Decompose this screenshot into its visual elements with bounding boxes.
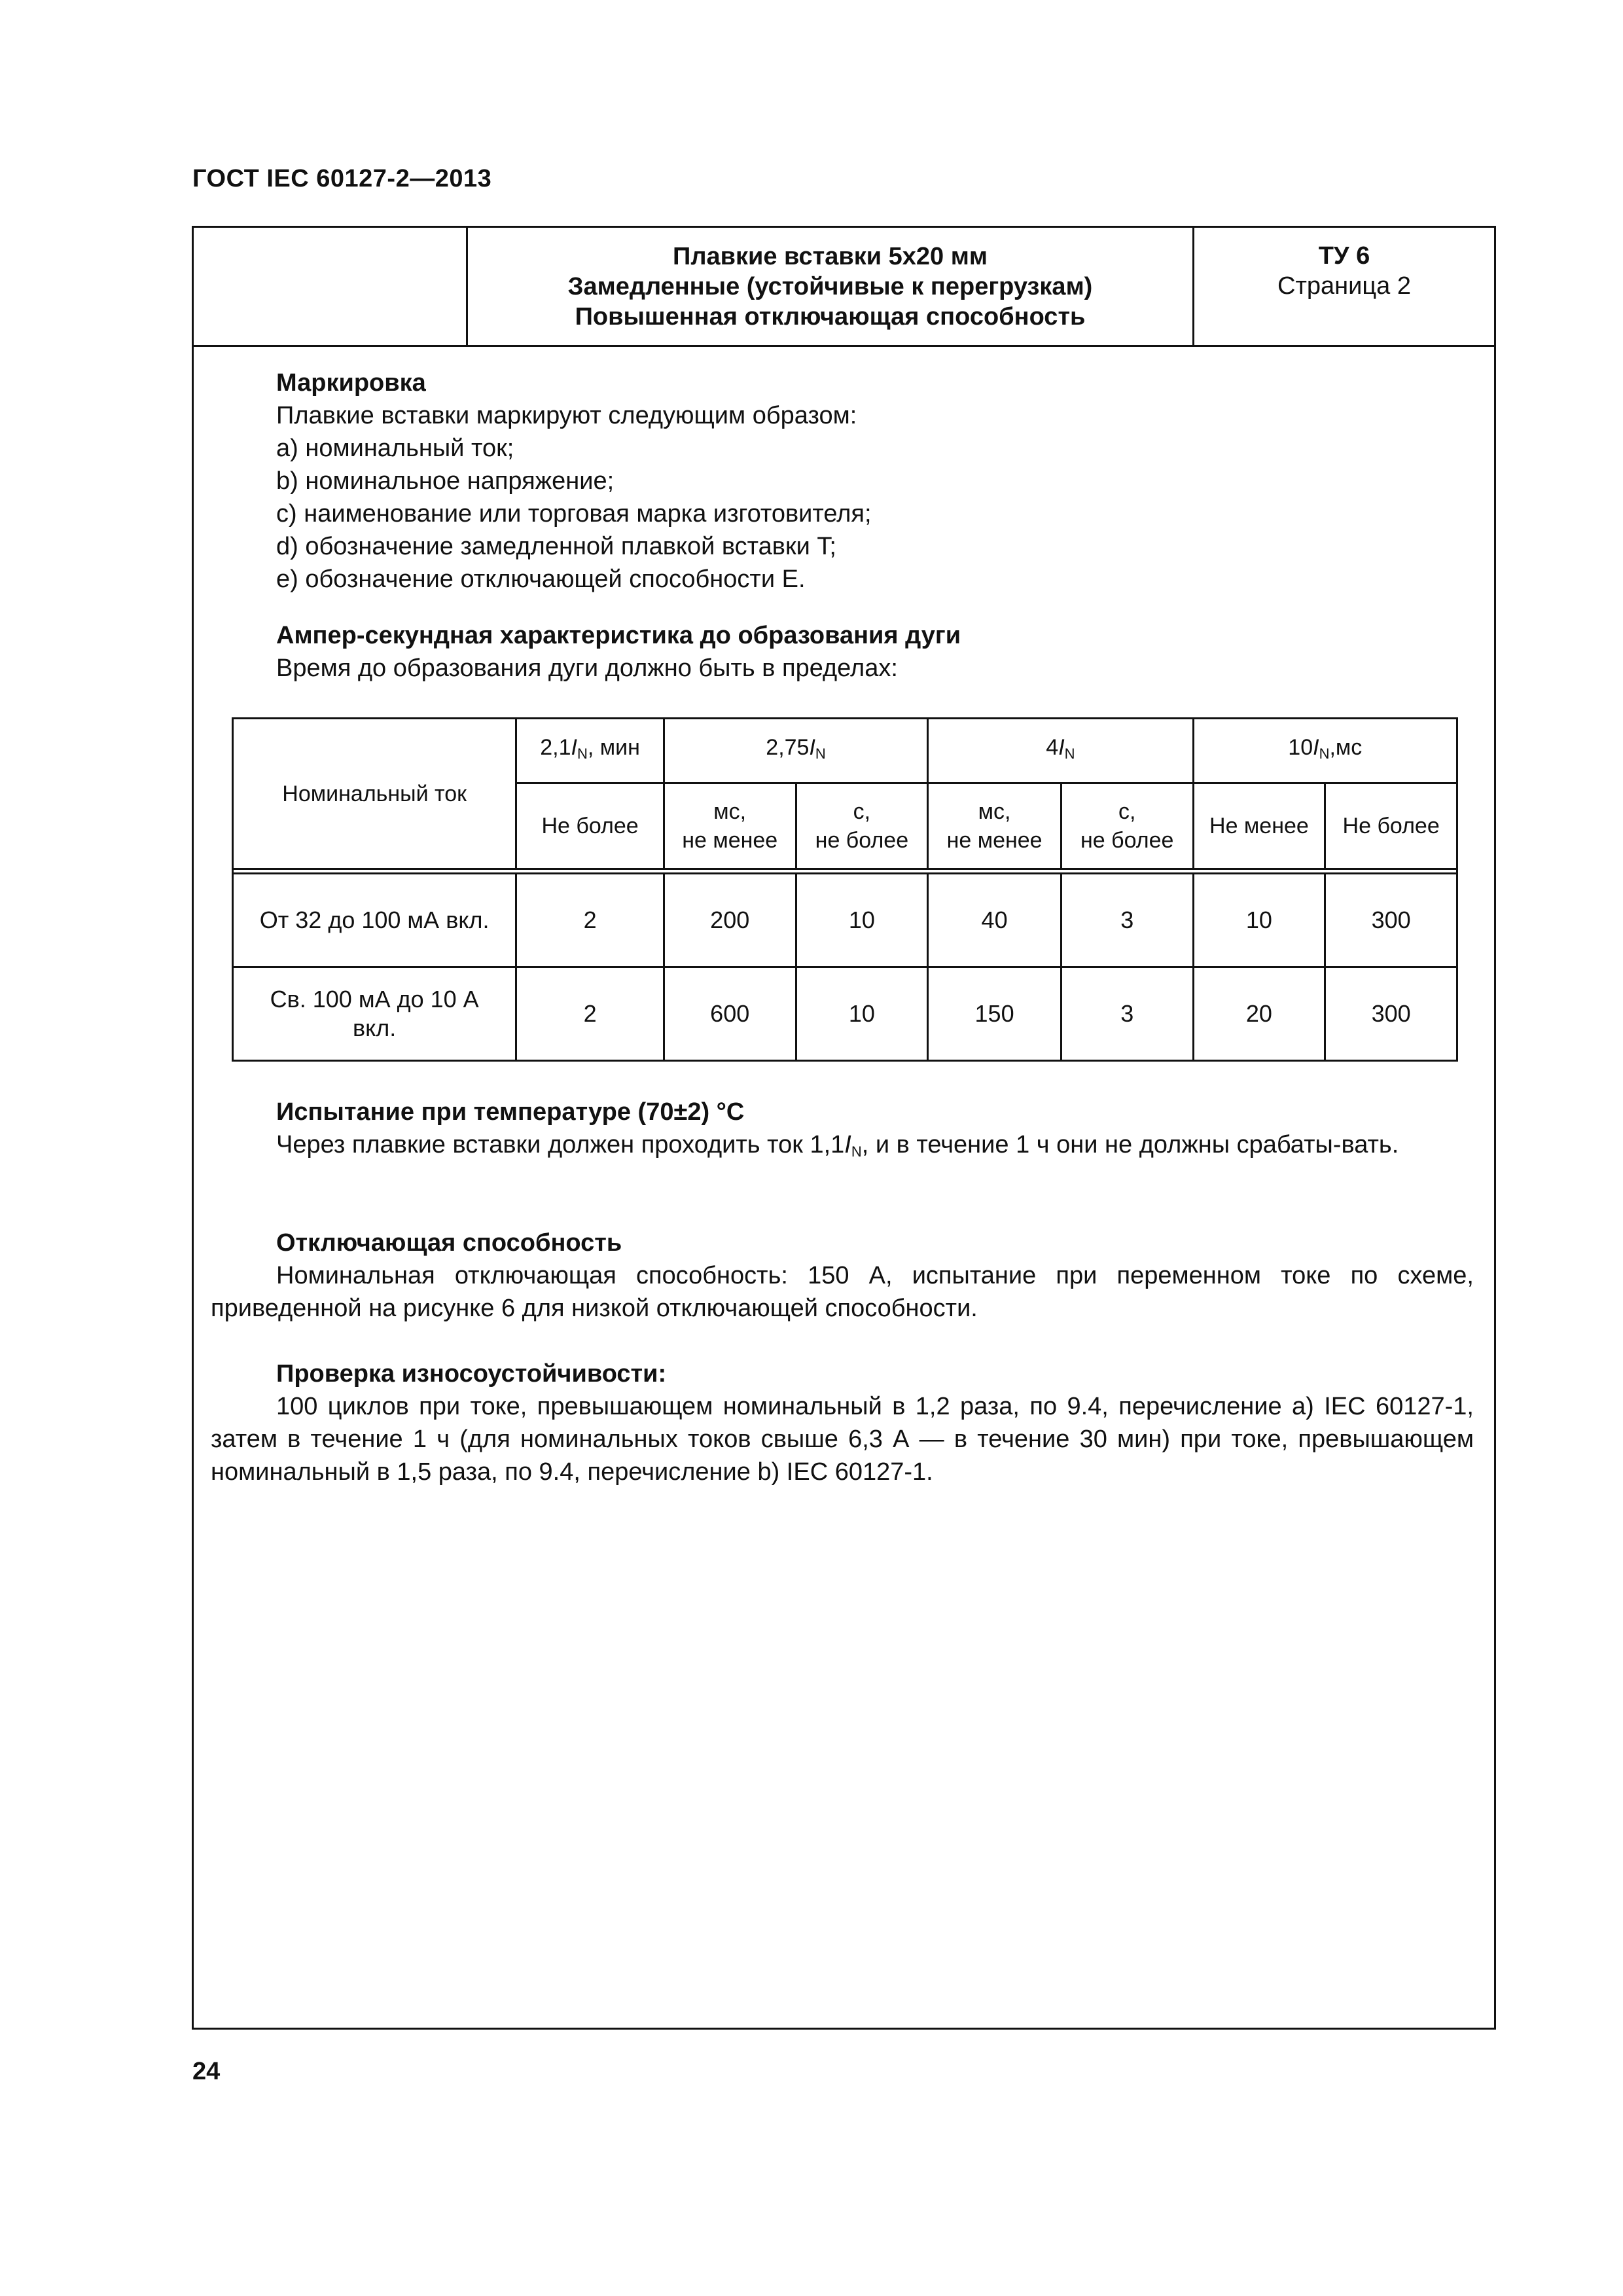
header-title-line: Повышенная отключающая способность bbox=[575, 302, 1086, 331]
row-label: Св. 100 мА до 10 А вкл. bbox=[233, 967, 516, 1061]
marking-section bbox=[276, 367, 872, 596]
table-cell: 200 bbox=[664, 874, 796, 967]
temp-test-heading: Испытание при температуре (70±2) °С bbox=[276, 1098, 745, 1126]
sub-header: мс, не менее bbox=[664, 783, 796, 869]
header-separator bbox=[233, 869, 1457, 874]
table-cell: 2 bbox=[516, 874, 664, 967]
sheet-code: ТУ 6 bbox=[1318, 242, 1370, 270]
marking-intro: Плавкие вставки маркируют следующим образом: bbox=[276, 402, 857, 429]
table-cell: 150 bbox=[928, 967, 1061, 1061]
document-code: ГОСТ IEC 60127-2—2013 bbox=[192, 165, 492, 192]
header-title bbox=[468, 228, 1194, 345]
sub-header: Не более bbox=[1325, 783, 1457, 869]
table-row bbox=[233, 874, 1457, 967]
endurance-text: 100 циклов при токе, превышающем номинальный в 1,2 раза, по 9.4, перечисление a) IEC 60127-1, затем в течение 1 ч (для номинальных токов свыше 6,3 А — в течение 30 мин) при токе, превышающем номинальный в 1,5 раза, по 9.4, перечисление b) IEC 60127-1. bbox=[211, 1393, 1474, 1486]
breaking-text: Номинальная отключающая способность: 150 А, испытание при переменном токе по схеме, приведенной на рисунке 6 для низкой отключающей способности. bbox=[211, 1262, 1474, 1322]
marking-item: b) номинальное напряжение; bbox=[276, 467, 615, 495]
sub-header: Не более bbox=[516, 783, 664, 869]
marking-item: a) номинальный ток; bbox=[276, 435, 514, 462]
header-empty-cell bbox=[194, 228, 468, 345]
marking-item: e) обозначение отключающей способности E. bbox=[276, 565, 806, 593]
table-cell: 2 bbox=[516, 967, 664, 1061]
col-group-2-75: $2,75I_N$ bbox=[664, 719, 927, 783]
table-cell: 10 bbox=[796, 967, 928, 1061]
table-row bbox=[233, 967, 1457, 1061]
arc-section bbox=[276, 619, 961, 685]
table-cell: 300 bbox=[1325, 967, 1457, 1061]
marking-item: d) обозначение замедленной плавкой вставки T; bbox=[276, 533, 836, 560]
marking-heading: Маркировка bbox=[276, 369, 426, 397]
table-cell: 3 bbox=[1061, 874, 1193, 967]
arc-heading: Ампер-секундная характеристика до образования дуги bbox=[276, 622, 961, 649]
breaking-section bbox=[211, 1227, 1474, 1325]
header-title-line: Замедленные (устойчивые к перегрузкам) bbox=[567, 272, 1093, 300]
header-title-line: Плавкие вставки 5х20 мм bbox=[673, 242, 988, 270]
sub-header: с, не более bbox=[1061, 783, 1193, 869]
table-cell: 40 bbox=[928, 874, 1061, 967]
sub-header: мс, не менее bbox=[928, 783, 1061, 869]
table-cell: 300 bbox=[1325, 874, 1457, 967]
arc-intro: Время до образования дуги должно быть в пределах: bbox=[276, 655, 898, 682]
col-group-10: $10I_N,мс$ bbox=[1193, 719, 1457, 783]
table-cell: 10 bbox=[796, 874, 928, 967]
table-cell: 3 bbox=[1061, 967, 1193, 1061]
marking-item: c) наименование или торговая марка изготовителя; bbox=[276, 500, 872, 528]
table-cell: 10 bbox=[1193, 874, 1325, 967]
sub-header: Не менее bbox=[1193, 783, 1325, 869]
breaking-heading: Отключающая способность bbox=[276, 1229, 622, 1257]
col-group-4: $4I_N$ bbox=[928, 719, 1193, 783]
sheet-page: Страница 2 bbox=[1277, 272, 1411, 300]
endurance-section bbox=[211, 1357, 1474, 1488]
page-number: 24 bbox=[192, 2058, 221, 2085]
temp-test-section bbox=[211, 1096, 1474, 1168]
col-nominal-current: Номинальный ток bbox=[233, 719, 516, 869]
endurance-heading: Проверка износоустойчивости: bbox=[276, 1360, 667, 1388]
standard-sheet-frame bbox=[192, 226, 1496, 2030]
table-cell: 600 bbox=[664, 967, 796, 1061]
table-cell: 20 bbox=[1193, 967, 1325, 1061]
header-sheet-info bbox=[1194, 228, 1494, 345]
pre-arcing-table bbox=[232, 717, 1458, 1062]
col-group-2-1: $2,1I_N$, мин bbox=[516, 719, 664, 783]
temp-test-text: Через плавкие вставки должен проходить ток $1,1I_N$, и в течение 1 ч они не должны срабаты-вать. bbox=[276, 1131, 1399, 1160]
sheet-header bbox=[194, 228, 1494, 347]
row-label: От 32 до 100 мА вкл. bbox=[233, 874, 516, 967]
sub-header: с, не более bbox=[796, 783, 928, 869]
